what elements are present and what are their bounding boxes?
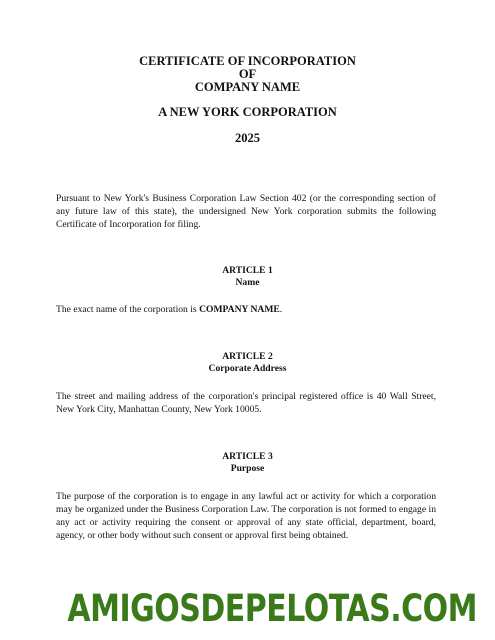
article-2-number: ARTICLE 2 — [222, 351, 273, 362]
document-year: 2025 — [235, 131, 260, 145]
article-3-number: ARTICLE 3 — [222, 451, 273, 462]
title-line-2: OF — [238, 67, 257, 81]
title-line-1: CERTIFICATE OF INCORPORATION — [139, 54, 356, 68]
article-1-title: Name — [235, 277, 260, 288]
article-2-text: The street and mailing address of the corporation's principal registered office is 40 Wall Street, New York City, Manhattan County, New York 10005. — [56, 391, 436, 415]
title-line-3: COMPANY NAME — [194, 80, 301, 94]
document-title — [0, 55, 495, 94]
article-1-text — [56, 303, 436, 316]
article-2-title: Corporate Address — [208, 363, 287, 374]
article-1-text-before: The exact name of the corporation is — [56, 304, 200, 315]
article-3-title: Purpose — [230, 463, 265, 474]
intro-paragraph: Pursuant to New York's Business Corporation Law Section 402 (or the corresponding section of any future law of this state), the undersigned New York corporation submits the following Certificate of Incorporation for filing. — [56, 193, 436, 230]
article-3-text: The purpose of the corporation is to engage in any lawful act or activity for which a corporation may be organized under the Business Corporation Law. The corporation is not formed to engage in any act or activity requiring the consent or approval of any state official, department, board, agency, or other body without such consent or approval first being obtained. — [56, 491, 436, 541]
article-1-text-after: . — [279, 304, 283, 315]
corporation-type: A NEW YORK CORPORATION — [158, 105, 337, 119]
watermark-logo: AMIGOSDEPELOTAS.COM — [67, 587, 477, 631]
article-1-number: ARTICLE 1 — [222, 265, 273, 276]
article-1-company-name: COMPANY NAME — [199, 304, 280, 315]
